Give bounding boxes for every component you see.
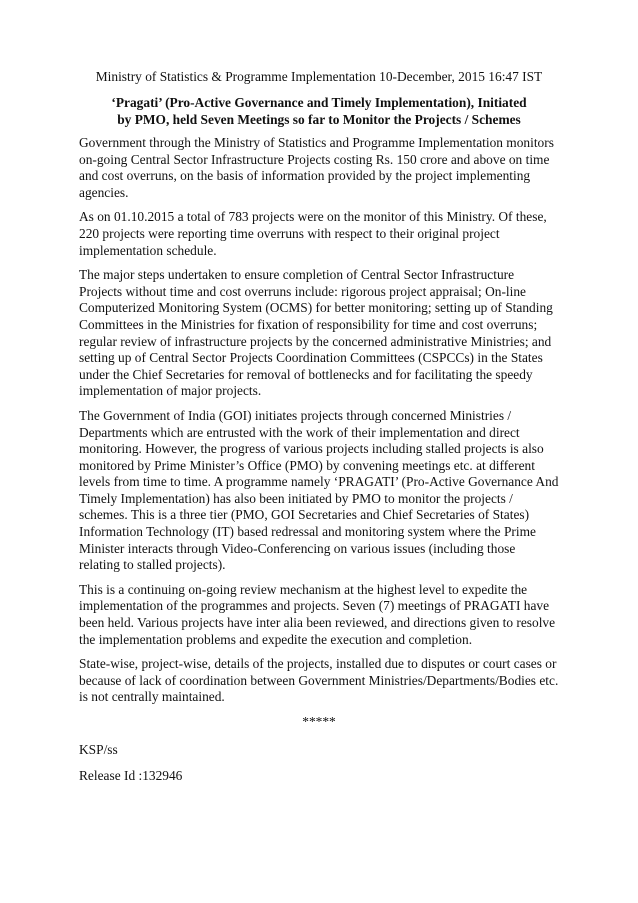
paragraph-3: The major steps undertaken to ensure completion of Central Sector Infrastructure Projects without time and cost overruns include: rigorous project appraisal; On-line Computerized Monitoring System (OCMS) for better monitoring; setting up of Standing Committees in the Ministries for fixation of responsibility for time and cost overruns; regular review of infrastructure projects by the concerned administrative Ministries; and setting up of Central Sector Projects Coordination Committees (CSPCCs) in the States under the Chief Secretaries for removal of bottlenecks and for facilitating the speedy implementation of major projects. — [79, 267, 553, 399]
dateline: Ministry of Statistics & Programme Implementation 10-December, 2015 16:47 IST — [95, 69, 543, 84]
paragraph-1: Government through the Ministry of Statistics and Programme Implementation monitors on-going Central Sector Infrastructure Projects costing Rs. 150 crore and above on time and cost overruns, on the basis of information provided by the project implementing agencies. — [79, 135, 554, 200]
paragraph-6: State-wise, project-wise, details of the projects, installed due to disputes or court cases or because of lack of coordination between Government Ministries/Departments/Bodies etc. is not centrally maintained. — [79, 656, 559, 705]
paragraph-4: The Government of India (GOI) initiates projects through concerned Ministries / Departments which are entrusted with the work of their implementation and direct monitoring. However, the progress of various projects including stalled projects is also monitored by Prime Minister’s Office (PMO) by convening meetings etc. at different levels from time to time. A programme namely ‘PRAGATI’ (Pro-Active Governance And Timely Implementation) has also been initiated by PMO to monitor the projects / schemes. This is a three tier (PMO, GOI Secretaries and Chief Secretaries of States) Information Technology (IT) based redressal and monitoring system where the Prime Minister interacts through Video-Conferencing on various issues (including those relating to stalled projects). — [79, 407, 559, 573]
author-initials: KSP/ss — [79, 742, 118, 757]
press-release-title: ‘Pragati’ (Pro-Active Governance and Timely Implementation), Initiated by PMO, held Seven Meetings so far to Monitor the Projects / Schemes — [111, 95, 527, 127]
paragraph-2: As on 01.10.2015 a total of 783 projects were on the monitor of this Ministry. Of these, 220 projects were reporting time overruns with respect to their original project implementation schedule. — [79, 209, 547, 258]
paragraph-5: This is a continuing on-going review mechanism at the highest level to expedite the implementation of the programmes and projects. Seven (7) meetings of PRAGATI have been held. Various projects have inter alia been reviewed, and directions given to resolve the implementation problems and expedite the execution and completion. — [79, 581, 556, 647]
release-id: Release Id :132946 — [79, 768, 183, 783]
section-separator: ***** — [302, 714, 336, 729]
